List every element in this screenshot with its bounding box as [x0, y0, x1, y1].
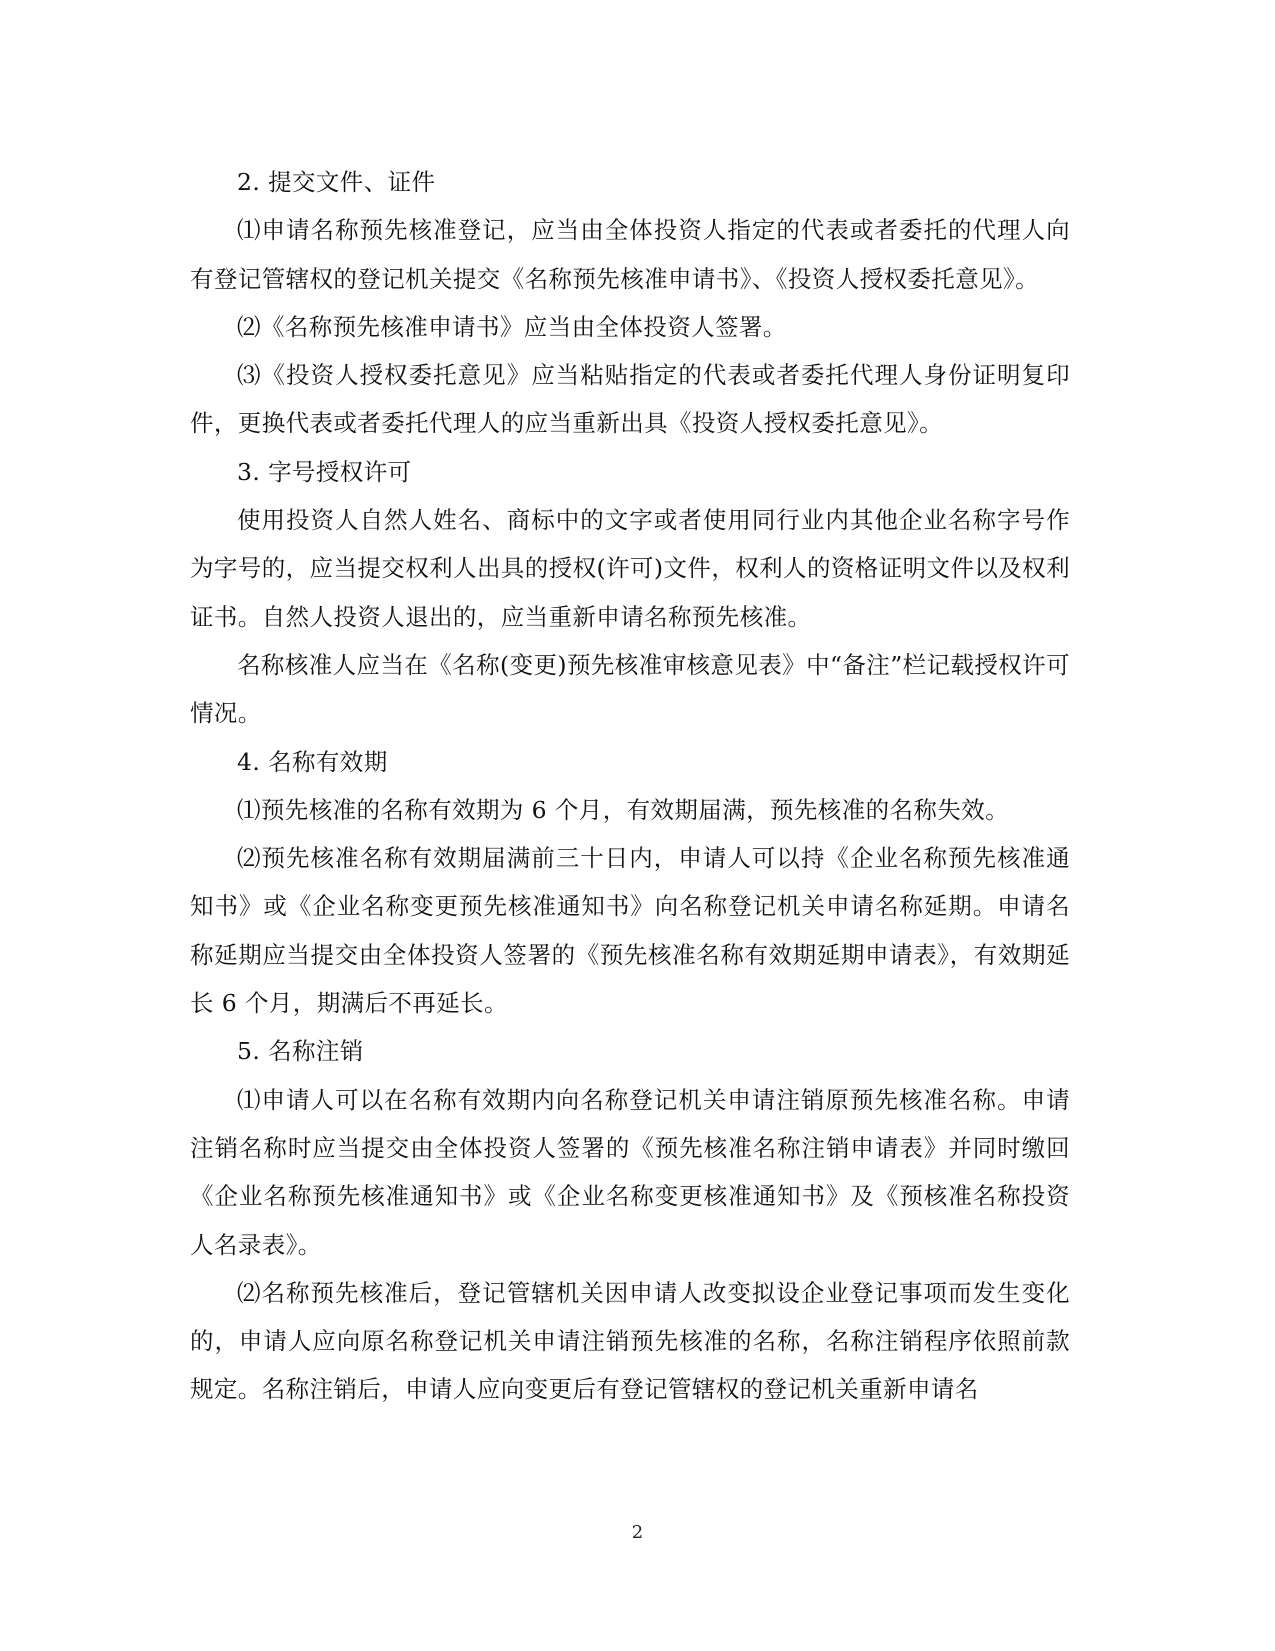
- paragraph: ⑴预先核准的名称有效期为 6 个月，有效期届满，预先核准的名称失效。: [237, 795, 1009, 824]
- paragraph: ⑵预先核准名称有效期届满前三十日内，申请人可以持《企业名称预先核准通知书》或《企业名称变更预先核准通知书》向名称登记机关申请名称延期。申请名称延期应当提交由全体投资人签署的《预先核准名称有效期延期申请表》，有效期延长 6 个月，期满后不再延长。: [190, 844, 1070, 1018]
- section-heading-submit-documents: 2. 提交文件、证件: [237, 168, 436, 196]
- document-body: [190, 158, 1070, 1414]
- section-heading-trade-name-authorization: 3. 字号授权许可: [237, 457, 412, 486]
- paragraph: ⑶《投资人授权委托意见》应当粘贴指定的代表或者委托代理人身份证明复印件，更换代表或者委托代理人的应当重新出具《投资人授权委托意见》。: [190, 361, 1070, 438]
- paragraph: ⑴申请名称预先核准登记，应当由全体投资人指定的代表或者委托的代理人向有登记管辖权的登记机关提交《名称预先核准申请书》、《投资人授权委托意见》。: [190, 216, 1070, 293]
- section-heading-name-validity: 4. 名称有效期: [237, 747, 388, 776]
- paragraph: ⑵《名称预先核准申请书》应当由全体投资人签署。: [237, 312, 787, 341]
- page-number: 2: [631, 1522, 644, 1543]
- paragraph: 使用投资人自然人姓名、商标中的文字或者使用同行业内其他企业名称字号作为字号的，应当提交权利人出具的授权(许可)文件，权利人的资格证明文件以及权利证书。自然人投资人退出的，应当重新申请名称预先核准。: [190, 506, 1070, 631]
- paragraph: ⑵名称预先核准后，登记管辖机关因申请人改变拟设企业登记事项而发生变化的，申请人应向原名称登记机关申请注销预先核准的名称，名称注销程序依照前款规定。名称注销后，申请人应向变更后有登记管辖权的登记机关重新申请名: [190, 1278, 1070, 1404]
- paragraph: 名称核准人应当在《名称(变更)预先核准审核意见表》中“备注”栏记载授权许可情况。: [190, 650, 1070, 728]
- section-heading-name-cancellation: 5. 名称注销: [237, 1037, 364, 1066]
- paragraph: ⑴申请人可以在名称有效期内向名称登记机关申请注销原预先核准名称。申请注销名称时应当提交由全体投资人签署的《预先核准名称注销申请表》并同时缴回《企业名称预先核准通知书》或《企业名称变更核准通知书》及《预核准名称投资人名录表》。: [190, 1085, 1070, 1259]
